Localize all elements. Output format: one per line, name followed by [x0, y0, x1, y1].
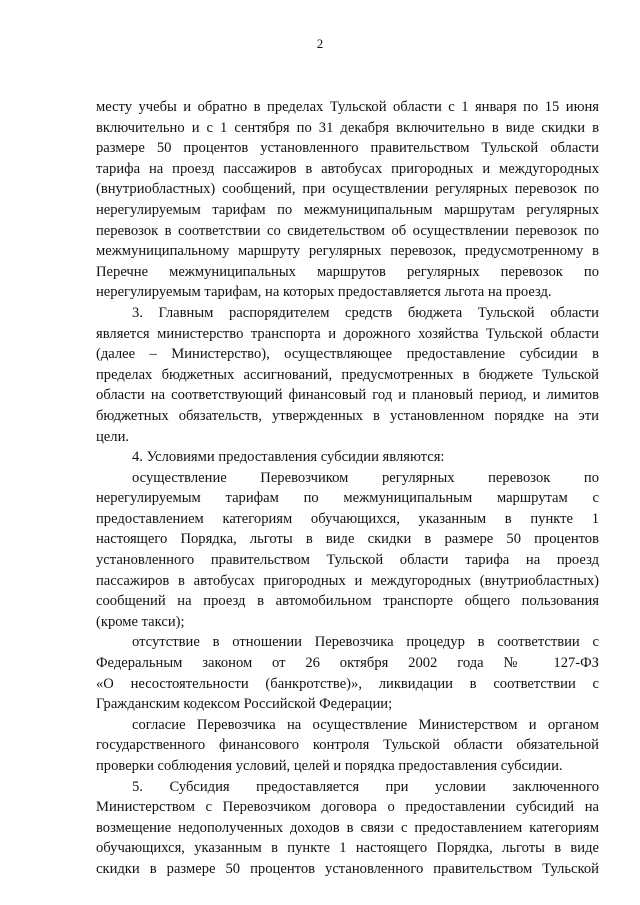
text-line: (внутриобластных) сообщений, при осуществлении регулярных перевозок по — [96, 181, 599, 198]
text-line: Перечне межмуниципальных маршрутов регулярных перевозок по — [96, 263, 599, 280]
text-line: 3. Главным распорядителем средств бюджета Тульской области — [132, 304, 599, 321]
text-line: цели. — [96, 428, 130, 445]
text-line: возмещение недополученных доходов в связи с предоставлением категориям — [96, 819, 599, 836]
text-line: 4. Условиями предоставления субсидии являются: — [132, 449, 445, 466]
text-line: скидки в размере 50 процентов установленного правительством Тульской — [96, 860, 599, 877]
text-line: согласие Перевозчика на осуществление Министерством и органом — [132, 716, 599, 733]
text-line: государственного финансового контроля Тульской области обязательной — [96, 737, 599, 754]
text-line: пределах бюджетных ассигнований, предусмотренных в бюджете Тульской — [96, 366, 599, 383]
text-line: перевозок в соответствии со свидетельством об осуществлении перевозок по — [96, 222, 599, 239]
text-line: межмуниципальному маршруту регулярных перевозок, предусмотренному в — [96, 243, 599, 260]
text-line: отсутствие в отношении Перевозчика процедур в соответствии с — [132, 634, 599, 651]
text-line: включительно и с 1 сентября по 31 декабря включительно в виде скидки в — [96, 119, 599, 136]
text-line: области на соответствующий финансовый год и плановый период, и лимитов — [96, 387, 599, 404]
text-line: месту учебы и обратно в пределах Тульской области с 1 января по 15 июня — [96, 99, 599, 115]
text-line: 5. Субсидия предоставляется при условии заключенного — [132, 778, 599, 795]
text-line: является министерство транспорта и дорожного хозяйства Тульской области — [96, 325, 599, 342]
text-line: установленного правительством Тульской области тарифа на проезд — [96, 552, 599, 569]
text-line: настоящего Порядка, льготы в виде скидки в размере 50 процентов — [96, 531, 599, 548]
text-line: Федеральным законом от 26 октября 2002 года № 127-ФЗ — [96, 655, 599, 672]
text-line: «О несостоятельности (банкротстве)», ликвидации в соответствии с — [96, 675, 599, 692]
page-number: 2 — [316, 36, 324, 51]
text-line: нерегулируемым тарифам, на которых предоставляется льгота на проезд. — [96, 284, 552, 301]
text-line: нерегулируемым тарифам по межмуниципальным маршрутам с — [96, 490, 599, 507]
text-line: бюджетных обязательств, утвержденных в установленном порядке на эти — [96, 407, 599, 424]
text-line: (далее – Министерство), осуществляющее предоставление субсидии в — [96, 346, 599, 363]
text-line: пассажиров в автобусах пригородных и междугородных (внутриобластных) — [96, 572, 599, 589]
text-line: проверки соблюдения условий, целей и порядка предоставления субсидии. — [96, 758, 563, 774]
text-line: осуществление Перевозчиком регулярных перевозок по — [132, 469, 599, 486]
text-line: размере 50 процентов установленного правительством Тульской области — [96, 140, 599, 157]
text-line: (кроме такси); — [96, 613, 185, 630]
text-line: Министерством с Перевозчиком договора о предоставлении субсидий на — [96, 799, 599, 816]
text-line: предоставлением категориям обучающихся, указанным в пункте 1 — [96, 510, 599, 527]
text-line: Гражданским кодексом Российской Федерации; — [96, 696, 393, 713]
document-body — [96, 97, 599, 880]
text-line: тарифа на проезд пассажиров в автобусах пригородных и междугородных — [96, 160, 599, 177]
text-line: нерегулируемым тарифам по межмуниципальным маршрутам регулярных — [96, 201, 599, 218]
text-line: обучающихся, указанным в пункте 1 настоящего Порядка, льготы в виде — [96, 840, 599, 857]
text-line: сообщений на проезд в автомобильном транспорте общего пользования — [96, 593, 599, 610]
